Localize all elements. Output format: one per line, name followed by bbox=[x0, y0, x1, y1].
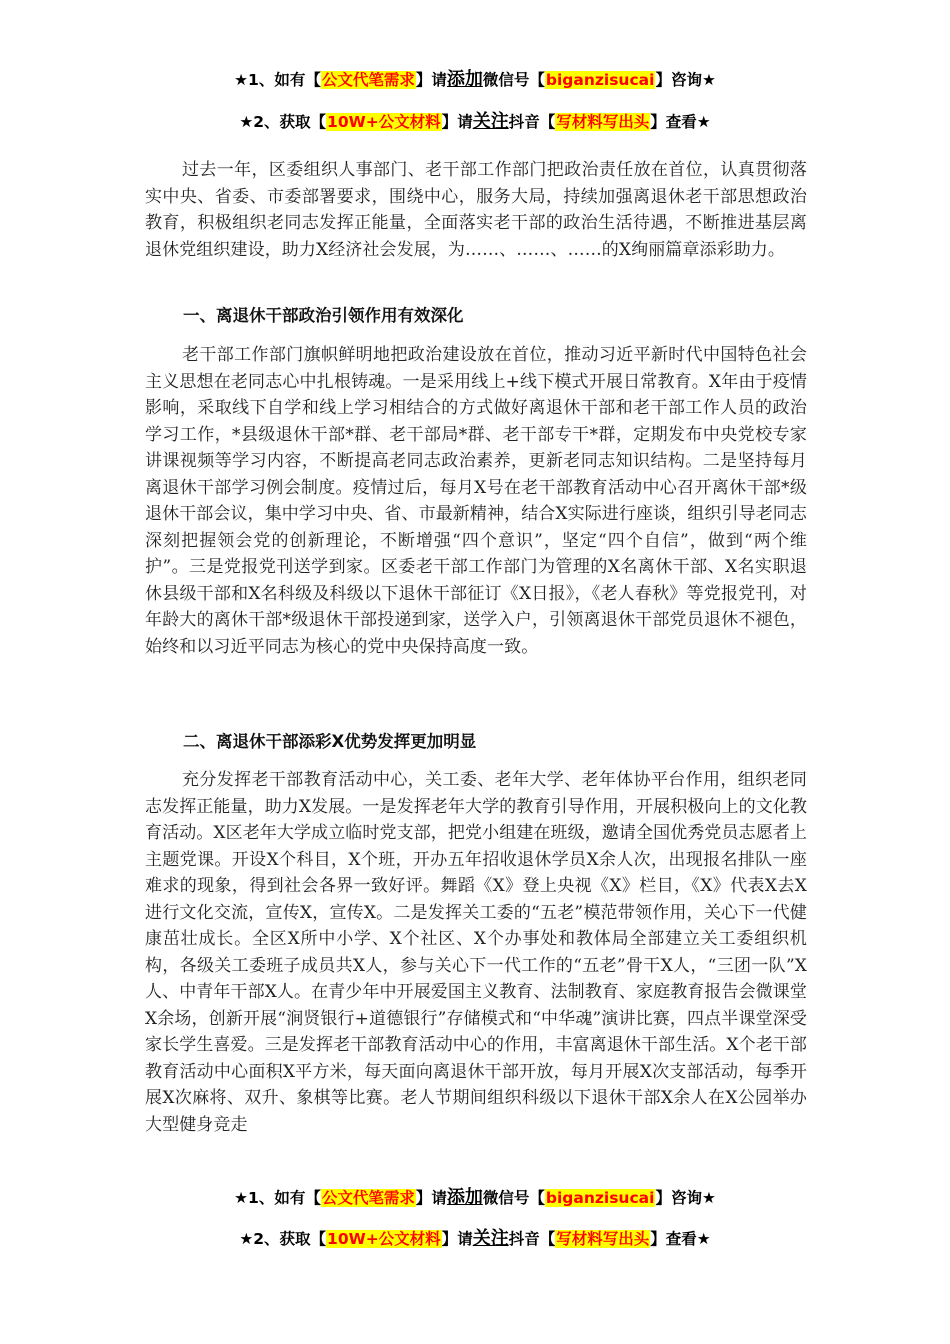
footer-banner-1-text: 】请 bbox=[415, 1189, 447, 1207]
footer-banner-1-highlight-wechat: biganzisucai bbox=[545, 1189, 655, 1207]
banner-2-suffix: 】查看★ bbox=[650, 113, 711, 131]
banner-2-highlight-douyin: 写材料写出头 bbox=[556, 113, 650, 131]
footer-banner-1-emphasis: 添加 bbox=[446, 1187, 483, 1208]
footer-banner-2-highlight-materials: 10W+公文材料 bbox=[327, 1230, 441, 1248]
banner-1-text: 】请 bbox=[415, 71, 447, 89]
footer-banner-line-2 bbox=[0, 1227, 950, 1251]
footer-banner-1-text-2: 微信号【 bbox=[482, 1189, 545, 1207]
footer-banner-1-suffix: 】咨询★ bbox=[655, 1189, 716, 1207]
banner-1-text-2: 微信号【 bbox=[482, 71, 545, 89]
banner-1-suffix: 】咨询★ bbox=[655, 71, 716, 89]
banner-2-emphasis: 关注 bbox=[472, 111, 509, 132]
section-heading-1: 一、离退休干部政治引领作用有效深化 bbox=[183, 306, 464, 325]
banner-line-2 bbox=[0, 110, 950, 134]
banner-2-prefix: ★2、获取【 bbox=[239, 113, 327, 131]
footer-banner-2-prefix: ★2、获取【 bbox=[239, 1230, 327, 1248]
footer-banner-2-text: 】请 bbox=[441, 1230, 473, 1248]
section-heading-2: 二、离退休干部添彩X优势发挥更加明显 bbox=[183, 732, 477, 751]
footer-banner-2-suffix: 】查看★ bbox=[650, 1230, 711, 1248]
banner-1-highlight-wechat: biganzisucai bbox=[545, 71, 655, 89]
banner-1-emphasis: 添加 bbox=[446, 69, 483, 90]
section-1-paragraph: 老干部工作部门旗帜鲜明地把政治建设放在首位，推动习近平新时代中国特色社会主义思想在老同志心中扎根铸魂。一是采用线上+线下模式开展日常教育。X年由于疫情影响，采取线下自学和线上学习相结合的方式做好离退休干部和老干部工作人员的政治学习工作，*县级退休干部*群、老干部局*群、老干部专干*群，定期发布中央党校专家讲课视频等学习内容，不断提高老同志政治素养，更新老同志知识结构。二是坚持每月离退休干部学习例会制度。疫情过后，每月X号在老干部教育活动中心召开离休干部*级退休干部会议，集中学习中央、省、市最新精神，结合X实际进行座谈，组织引导老同志深刻把握领会党的创新理论，不断增强“四个意识”，坚定“四个自信”，做到“两个维护”。三是党报党刊送学到家。区委老干部工作部门为管理的X名离休干部、X名实职退休县级干部和X名科级及科级以下退休干部征订《X日报》，《老人春秋》等党报党刊，对年龄大的离休干部*级退休干部投递到家，送学入户，引领离退休干部党员退休不褪色，始终和以习近平同志为核心的党中央保持高度一致。 bbox=[145, 345, 808, 657]
intro-paragraph: 过去一年，区委组织人事部门、老干部工作部门把政治责任放在首位，认真贯彻落实中央、省委、市委部署要求，围绕中心，服务大局，持续加强离退休老干部思想政治教育，积极组织老同志发挥正能量，全面落实老干部的政治生活待遇，不断推进基层离退休党组织建设，助力X经济社会发展，为……、……、……的X绚丽篇章添彩助力。 bbox=[145, 160, 807, 260]
footer-banner-1-highlight-service: 公文代笔需求 bbox=[321, 1189, 415, 1207]
banner-2-text-2: 抖音【 bbox=[508, 113, 556, 131]
banner-1-prefix: ★1、如有【 bbox=[234, 71, 321, 89]
footer-banner-line-1 bbox=[0, 1186, 950, 1210]
banner-line-1 bbox=[0, 68, 950, 92]
banner-2-highlight-materials: 10W+公文材料 bbox=[327, 113, 441, 131]
footer-banner-2-emphasis: 关注 bbox=[472, 1228, 509, 1249]
banner-1-highlight-service: 公文代笔需求 bbox=[321, 71, 415, 89]
banner-2-text: 】请 bbox=[441, 113, 473, 131]
footer-banner-2-text-2: 抖音【 bbox=[508, 1230, 556, 1248]
section-2-paragraph: 充分发挥老干部教育活动中心，关工委、老年大学、老年体协平台作用，组织老同志发挥正能量，助力X发展。一是发挥老年大学的教育引导作用，开展积极向上的文化教育活动。X区老年大学成立临时党支部，把党小组建在班级，邀请全国优秀党员志愿者上主题党课。开设X个科目，X个班，开办五年招收退休学员X余人次，出现报名排队一座难求的现象，得到社会各界一致好评。舞蹈《X》登上央视《X》栏目，《X》代表X去X进行文化交流，宣传X，宣传X。二是发挥关工委的“五老”模范带领作用，关心下一代健康茁壮成长。全区X所中小学、X个社区、X个办事处和教体局全部建立关工委组织机构，各级关工委班子成员共X人，参与关心下一代工作的“五老”骨干X人，“三团一队”X人、中青年干部X人。在青少年中开展爱国主义教育、法制教育、家庭教育报告会微课堂X余场，创新开展“涧贤银行+道德银行”存储模式和“中华魂”演讲比赛，四点半课堂深受家长学生喜爱。三是发挥老干部教育活动中心的作用，丰富离退休干部生活。X个老干部教育活动中心面积X平方米，每天面向离退休干部开放，每月开展X次支部活动，每季开展X次麻将、双升、象棋等比赛。老人节期间组织科级以下退休干部X余人在X公园举办大型健身竞走 bbox=[145, 770, 808, 1135]
footer-banner-1-prefix: ★1、如有【 bbox=[234, 1189, 321, 1207]
footer-banner-2-highlight-douyin: 写材料写出头 bbox=[556, 1230, 650, 1248]
